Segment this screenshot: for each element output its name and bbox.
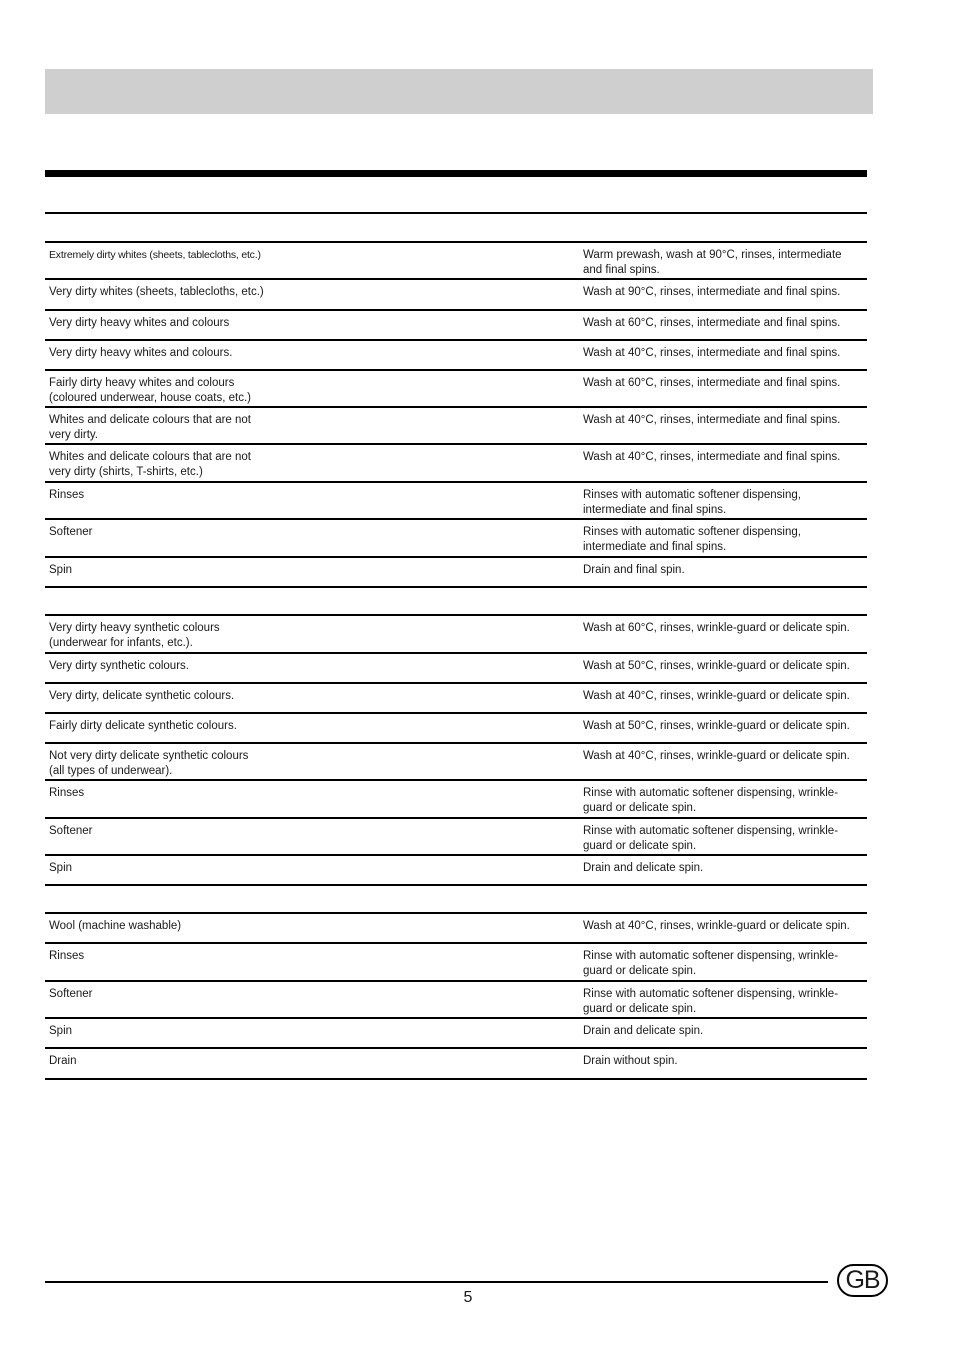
- cotton-programme-table: [45, 241, 867, 588]
- synthetics-programme-table: [45, 614, 867, 886]
- table-row: [45, 856, 867, 886]
- language-badge: GB: [837, 1264, 888, 1297]
- table-row: [45, 781, 867, 819]
- description-cell: Wash at 60°C, rinses, intermediate and final spins.: [583, 317, 841, 329]
- fabric-cell: Rinses: [49, 787, 85, 799]
- table-row: [45, 1049, 867, 1080]
- fabric-cell: Very dirty heavy whites and colours: [49, 317, 230, 329]
- fabric-cell: Spin: [49, 1025, 73, 1037]
- fabric-cell: Spin: [49, 564, 73, 576]
- table-row: [45, 819, 867, 856]
- table-row: [45, 280, 867, 311]
- fabric-cell: Very dirty synthetic colours.: [49, 660, 189, 672]
- table-row: [45, 243, 867, 280]
- description-cell: Rinse with automatic softener dispensing, wrinkle- guard or delicate spin.: [583, 825, 839, 852]
- description-cell: Drain and final spin.: [583, 564, 685, 576]
- fabric-cell: Very dirty, delicate synthetic colours.: [49, 690, 235, 702]
- table-row: [45, 341, 867, 371]
- table-row: [45, 311, 867, 341]
- description-cell: Wash at 40°C, rinses, wrinkle-guard or delicate spin.: [583, 750, 850, 762]
- description-cell: Rinses with automatic softener dispensing, intermediate and final spins.: [583, 489, 801, 516]
- description-cell: Rinse with automatic softener dispensing, wrinkle- guard or delicate spin.: [583, 787, 839, 814]
- table-row: [45, 558, 867, 588]
- fabric-cell: Rinses: [49, 489, 85, 501]
- fabric-cell: Drain: [49, 1055, 77, 1067]
- fabric-cell: Not very dirty delicate synthetic colours (all types of underwear).: [49, 750, 249, 777]
- fabric-cell: Very dirty heavy synthetic colours (underwear for infants, etc.).: [49, 622, 220, 649]
- fabric-cell: Whites and delicate colours that are not very dirty (shirts, T-shirts, etc.): [49, 451, 252, 478]
- fabric-cell: Softener: [49, 825, 93, 837]
- table-row: [45, 744, 867, 781]
- description-cell: Rinse with automatic softener dispensing, wrinkle- guard or delicate spin.: [583, 988, 839, 1015]
- description-cell: Drain without spin.: [583, 1055, 678, 1067]
- description-cell: Drain and delicate spin.: [583, 1025, 704, 1037]
- description-cell: Wash at 90°C, rinses, intermediate and final spins.: [583, 286, 841, 298]
- fabric-cell: Fairly dirty heavy whites and colours (coloured underwear, house coats, etc.): [49, 377, 252, 404]
- table-row: [45, 520, 867, 558]
- table-header-rule: [45, 212, 867, 214]
- fabric-cell: Fairly dirty delicate synthetic colours.: [49, 720, 237, 732]
- description-cell: Wash at 60°C, rinses, intermediate and final spins.: [583, 377, 841, 389]
- description-cell: Rinses with automatic softener dispensing, intermediate and final spins.: [583, 526, 801, 553]
- table-row: [45, 616, 867, 654]
- description-cell: Wash at 40°C, rinses, intermediate and final spins.: [583, 347, 841, 359]
- description-cell: Warm prewash, wash at 90°C, rinses, intermediate and final spins.: [583, 249, 842, 276]
- fabric-cell: Softener: [49, 526, 93, 538]
- fabric-cell: Extremely dirty whites (sheets, tablecloths, etc.): [49, 249, 261, 261]
- table-row: [45, 714, 867, 744]
- table-row: [45, 654, 867, 684]
- fabric-cell: Whites and delicate colours that are not very dirty.: [49, 414, 252, 441]
- page-number: 5: [463, 1289, 473, 1306]
- description-cell: Wash at 40°C, rinses, wrinkle-guard or delicate spin.: [583, 920, 850, 932]
- table-row: [45, 944, 867, 982]
- description-cell: Wash at 60°C, rinses, wrinkle-guard or delicate spin.: [583, 622, 850, 634]
- fabric-cell: Very dirty whites (sheets, tablecloths, etc.): [49, 286, 264, 298]
- wool-programme-table: [45, 912, 867, 1080]
- fabric-cell: Spin: [49, 862, 73, 874]
- fabric-cell: Wool (machine washable): [49, 920, 182, 932]
- table-row: [45, 371, 867, 408]
- description-cell: Wash at 40°C, rinses, wrinkle-guard or delicate spin.: [583, 690, 850, 702]
- fabric-cell: Very dirty heavy whites and colours.: [49, 347, 233, 359]
- description-cell: Wash at 40°C, rinses, intermediate and final spins.: [583, 414, 841, 426]
- description-cell: Wash at 50°C, rinses, wrinkle-guard or delicate spin.: [583, 660, 850, 672]
- description-cell: Wash at 40°C, rinses, intermediate and final spins.: [583, 451, 841, 463]
- description-cell: Drain and delicate spin.: [583, 862, 704, 874]
- table-row: [45, 1019, 867, 1049]
- table-row: [45, 982, 867, 1019]
- title-rule: [45, 170, 867, 177]
- header-band: [45, 69, 873, 114]
- table-row: [45, 684, 867, 714]
- table-row: [45, 445, 867, 483]
- description-cell: Wash at 50°C, rinses, wrinkle-guard or delicate spin.: [583, 720, 850, 732]
- table-row: [45, 914, 867, 944]
- fabric-cell: Rinses: [49, 950, 85, 962]
- table-row: [45, 408, 867, 445]
- footer-rule: [45, 1281, 828, 1283]
- table-row: [45, 483, 867, 520]
- fabric-cell: Softener: [49, 988, 93, 1000]
- description-cell: Rinse with automatic softener dispensing, wrinkle- guard or delicate spin.: [583, 950, 839, 977]
